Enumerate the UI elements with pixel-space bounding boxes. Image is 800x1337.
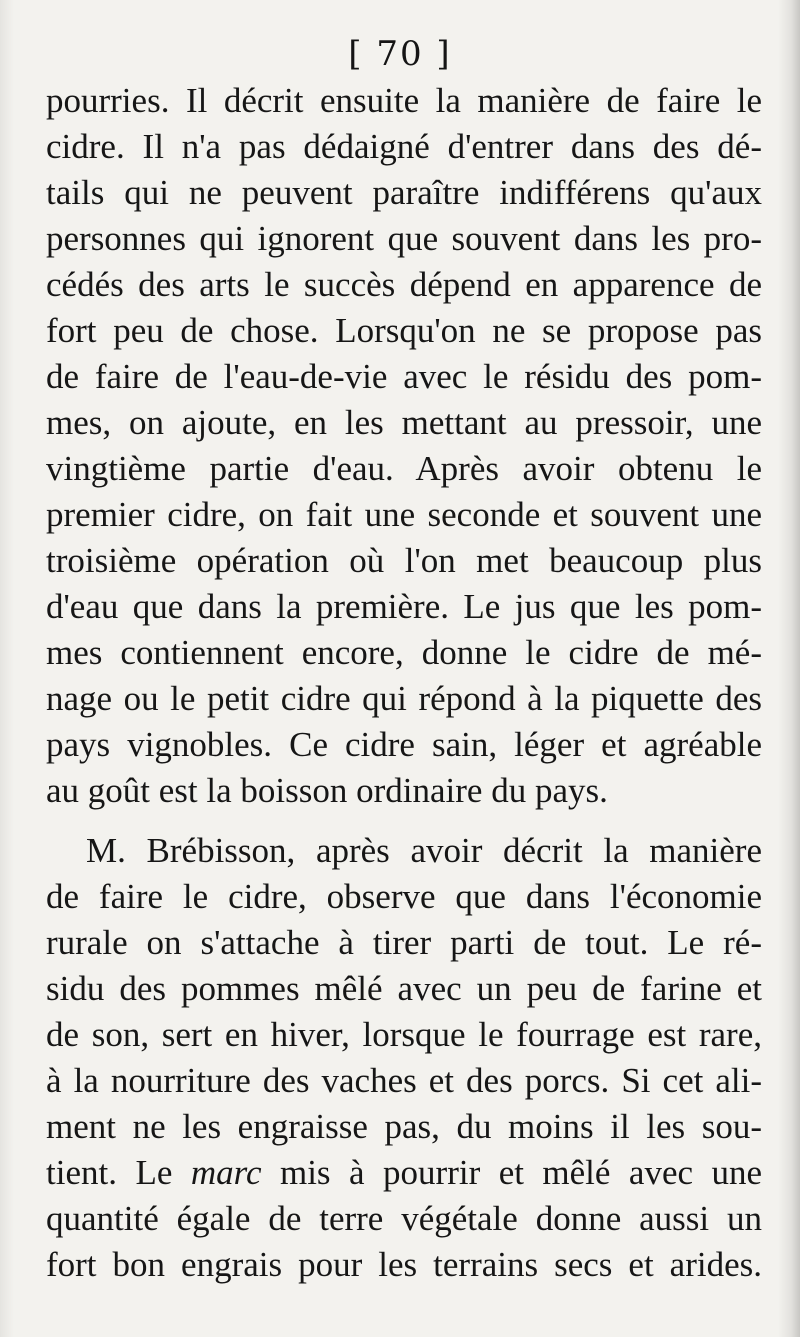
text-line: tails qui ne peuvent paraître indifférens qu'aux: [46, 173, 762, 212]
line-word: Le: [135, 1153, 173, 1192]
text-line-with-italic: [46, 1150, 762, 1196]
text-line: pays vignobles. Ce cidre sain, léger et agréable: [46, 725, 762, 764]
text-line: fort bon engrais pour les terrains secs et arides.: [46, 1245, 762, 1284]
text-line: pourries. Il décrit ensuite la manière de faire le: [46, 81, 762, 120]
paragraph-gap: [46, 814, 762, 828]
text-line: quantité égale de terre végétale donne aussi un: [46, 1199, 762, 1238]
text-line: ment ne les engraisse pas, du moins il les sou-: [46, 1107, 762, 1146]
text-line: M. Brébisson, après avoir décrit la manière: [86, 831, 762, 870]
text-line: cédés des arts le succès dépend en apparence de: [46, 265, 762, 304]
paragraph-2: [46, 828, 762, 1288]
text-line: sidu des pommes mêlé avec un peu de farine et: [46, 969, 762, 1008]
text-line: mes contiennent encore, donne le cidre de mé-: [46, 633, 762, 672]
text-line: d'eau que dans la première. Le jus que les pom-: [46, 587, 762, 626]
paragraph-1: [46, 78, 762, 814]
italic-word: marc: [190, 1153, 262, 1192]
text-line: de faire le cidre, observe que dans l'économie: [46, 877, 762, 916]
text-line: de son, sert en hiver, lorsque le fourrage est rare,: [46, 1015, 762, 1054]
line-start: tient.: [46, 1153, 117, 1192]
text-line: à la nourriture des vaches et des porcs. Si cet ali-: [46, 1061, 762, 1100]
text-line: troisième opération où l'on met beaucoup plus: [46, 541, 762, 580]
page-left-shadow: [0, 0, 14, 1337]
text-line: rurale on s'attache à tirer parti de tout. Le ré-: [46, 923, 762, 962]
text-line: de faire de l'eau-de-vie avec le résidu des pom-: [46, 357, 762, 396]
text-line: fort peu de chose. Lorsqu'on ne se propose pas: [46, 311, 762, 350]
line-end: mis à pourrir et mêlé avec une: [279, 1153, 763, 1192]
text-line: personnes qui ignorent que souvent dans les pro-: [46, 219, 762, 258]
text-line: cidre. Il n'a pas dédaigné d'entrer dans des dé-: [46, 127, 762, 166]
text-line: premier cidre, on fait une seconde et souvent une: [46, 495, 762, 534]
page-right-shadow: [778, 0, 800, 1337]
body-text: [46, 78, 762, 1288]
text-line: au goût est la boisson ordinaire du pays.: [46, 771, 608, 810]
text-line: nage ou le petit cidre qui répond à la piquette des: [46, 679, 762, 718]
text-line: vingtième partie d'eau. Après avoir obtenu le: [46, 449, 762, 488]
text-line: mes, on ajoute, en les mettant au pressoir, une: [46, 403, 762, 442]
page-number: [ 70 ]: [348, 34, 452, 74]
